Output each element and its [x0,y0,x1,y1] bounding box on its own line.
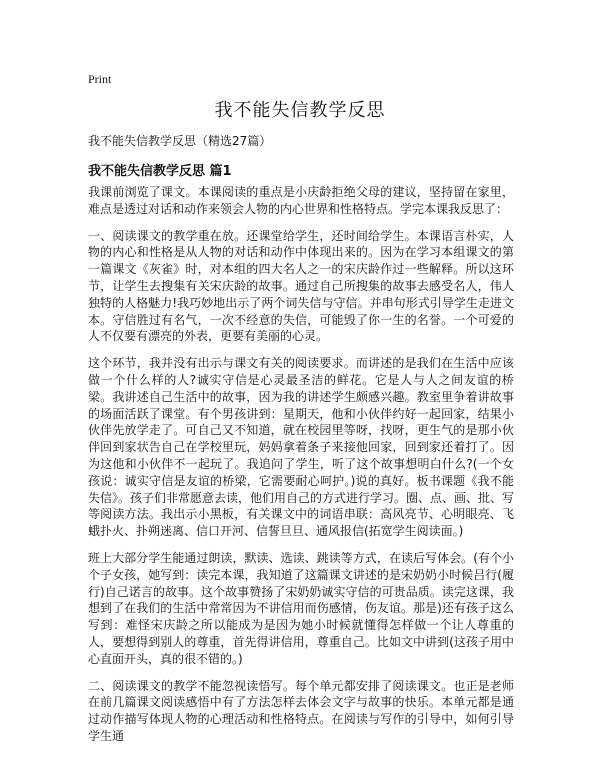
paragraph-part-one: 一、阅读课文的教学重在放。还课堂给学生，还时间给学生。本课语言朴实，人物的内心和性格是从人物的对话和动作中体现出来的。因为在学习本组课文的第一篇课文《灰雀》时，对本组的四大名人之一的宋庆龄作过一些解释。所以这环节，让学生去搜集有关宋庆龄的故事。通过自己所搜集的故事去感受名人，伟人独特的人格魅力!我巧妙地出示了两个词失信与守信。并串句形式引导学生走进文本。守信胜过有名气，一次不经意的失信，可能毁了你一生的名誉。一个可爱的人不仅要有漂亮的外表，更要有美丽的心灵。 [88,228,514,344]
paragraph-part-two: 二、阅读课文的教学不能忽视读悟写。每个单元都安排了阅读课文。也正是老师在前几篇课文阅读感悟中有了方法怎样去体会文字与故事的快乐。本单元都是通过动作描写体现人物的心理活动和性格特点。在阅读与写作的引导中，如何引导学生通 [88,678,514,743]
paragraph-intro: 我课前浏览了课文。本课阅读的重点是小庆龄拒绝父母的建议，坚持留在家里，难点是透过对话和动作来领会人物的内心世界和性格特点。学完本课我反思了： [88,185,514,216]
print-label: Print [88,72,112,86]
section-heading: 我不能失信教学反思 篇1 [88,164,232,179]
document-subtitle: 我不能失信教学反思（精选27篇） [88,134,272,148]
paragraph-student-reading: 班上大部分学生能通过朗读，默读、选读、跳读等方式，在读后写体会。(有个小个子女孩，她写到：读完本课，我知道了这篇课文讲述的是宋奶奶小时候吕行(履行)自己诺言的故事。这个故事赞扬了宋奶奶诚实守信的可贵品质。读完这课，我想到了在我们的生活中常常因为不讲信用而伤感情，伤友谊。那是)还有孩子这么写到：难怪宋庆龄之所以能成为是因为她小时候就懂得怎样做一个让人尊重的人，要想得到别人的尊重，首先得讲信用，尊重自己。比如文中讲到(这孩子用中心直面开头，真的很不错的。) [88,550,514,666]
page-title: 我不能失信教学反思 [214,100,386,121]
paragraph-story-segment: 这个环节，我并没有出示与课文有关的阅读要求。而讲述的是我们在生活中应该做一个什么样的人?诚实守信是心灵最圣洁的鲜花。它是人与人之间友谊的桥梁。我讲述自己生活中的故事，因为我的讲述学生颇感兴趣。教室里争着讲故事的场面活跃了课堂。有个男孩讲到：星期天，他和小伙伴约好一起回家，结果小伙伴先放学走了。可自己又不知道，就在校园里等呀，找呀，更生气的是那小伙伴回到家状告自己在学校里玩，妈妈拿着条子来接他回家，回到家还着打了。因为这他和小伙伴不一起玩了。我追问了学生，听了这个故事想明白什么?(一个女孩说：诚实守信是友谊的桥梁，它需要耐心呵护。)说的真好。板书课题《我不能失信》。孩子们非常愿意去读，他们用自己的方式进行学习。圈、点、画、批、写等阅读方法。我出示小黑板，有关课文中的词语串联：高风亮节、心明眼亮、飞蛾扑火、扑朔迷离、信口开河、信誓旦旦、通风报信(拓宽学生阅读面。) [88,356,515,539]
article-body [88,184,514,755]
